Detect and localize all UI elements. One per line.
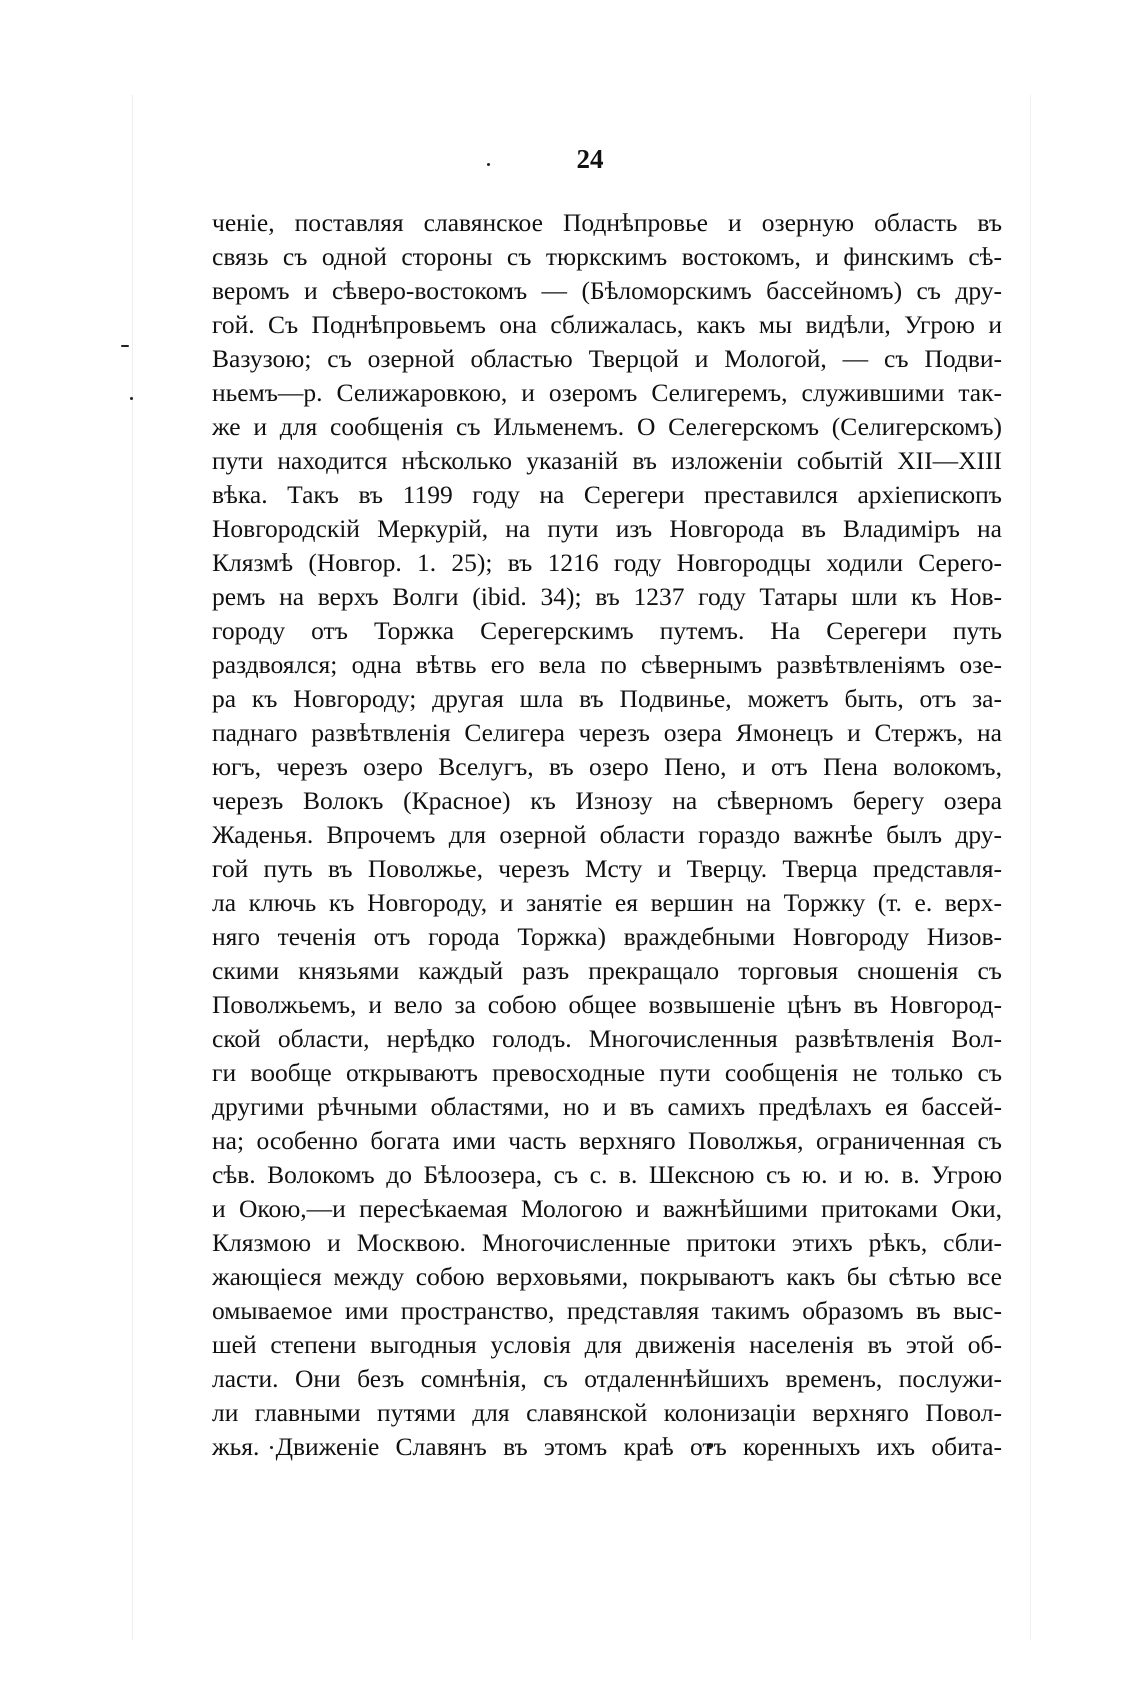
scan-speck: [130, 397, 133, 400]
text-line: Клязмѣ (Новгор. 1. 25); въ 1216 году Новгородцы ходили Серего-: [212, 548, 1002, 577]
scan-speck: [121, 345, 129, 347]
scan-speck: [487, 163, 490, 166]
text-line: гой. Съ Поднѣпровьемъ она сближалась, какъ мы видѣли, Угрою и: [212, 310, 1002, 339]
text-line: ги вообще открываютъ превосходные пути сообщенія не только съ: [212, 1058, 1002, 1087]
text-line: омываемое ими пространство, представляя такимъ образомъ въ выс-: [212, 1296, 1002, 1325]
text-line: Новгородскій Меркурій, на пути изъ Новгорода въ Владиміръ на: [212, 514, 1002, 543]
text-line: на; особенно богата ими часть верхняго Поволжья, ограниченная съ: [212, 1126, 1002, 1155]
text-line: паднаго развѣтвленія Селигера черезъ озера Ямонецъ и Стержъ, на: [212, 718, 1002, 747]
text-line: гой путь въ Поволжье, черезъ Мсту и Тверцу. Тверца представля-: [212, 854, 1002, 883]
text-line: связь съ одной стороны съ тюркскимъ востокомъ, и финскимъ сѣ-: [212, 242, 1002, 271]
text-line: раздвоялся; одна вѣтвь его вела по сѣвернымъ развѣтвленіямъ озе-: [212, 650, 1002, 679]
text-line: жья. Движеніе Славянъ въ этомъ краѣ отъ коренныхъ ихъ обита-: [212, 1432, 1002, 1461]
text-line: жающіеся между собою верховьями, покрываютъ какъ бы сѣтью все: [212, 1262, 1002, 1291]
text-line: ньемъ—р. Селижаровкою, и озеромъ Селигеремъ, служившими так-: [212, 378, 1002, 407]
text-line: шей степени выгодныя условія для движенія населенія въ этой об-: [212, 1330, 1002, 1359]
text-line: ра къ Новгороду; другая шла въ Подвинье, можетъ быть, отъ за-: [212, 684, 1002, 713]
text-line: югъ, черезъ озеро Вселугъ, въ озеро Пено, и отъ Пена волокомъ,: [212, 752, 1002, 781]
text-line: Клязмою и Москвою. Многочисленные притоки этихъ рѣкъ, сбли-: [212, 1228, 1002, 1257]
text-line: Вазузою; съ озерной областью Тверцой и Мологой, — съ Подви-: [212, 344, 1002, 373]
page-number: 24: [576, 144, 604, 174]
text-line: ласти. Они безъ сомнѣнія, съ отдаленнѣйшихъ временъ, послужи-: [212, 1364, 1002, 1393]
text-line: пути находится нѣсколько указаній въ изложеніи событій XII—XIII: [212, 446, 1002, 475]
text-line: другими рѣчными областями, но и въ самихъ предѣлахъ ея бассей-: [212, 1092, 1002, 1121]
text-line: ченіе, поставляя славянское Поднѣпровье и озерную область въ: [212, 208, 1002, 237]
body-text: [212, 206, 1002, 1464]
text-line: веромъ и сѣверо-востокомъ — (Бѣломорскимъ бассейномъ) съ дру-: [212, 276, 1002, 305]
text-line: скими князьями каждый разъ прекращало торговыя сношенія съ: [212, 956, 1002, 985]
text-line: Жаденья. Впрочемъ для озерной области гораздо важнѣе былъ дру-: [212, 820, 1002, 849]
text-line: черезъ Волокъ (Красное) къ Изнозу на сѣверномъ берегу озера: [212, 786, 1002, 815]
text-line: ла ключь къ Новгороду, и занятіе ея вершин на Торжку (т. е. верх-: [212, 888, 1002, 917]
text-line: няго теченія отъ города Торжка) враждебными Новгороду Низов-: [212, 922, 1002, 951]
text-line: вѣка. Такъ въ 1199 году на Серегери преставился архіепископъ: [212, 480, 1002, 509]
text-line: городу отъ Торжка Серегерскимъ путемъ. На Серегери путь: [212, 616, 1002, 645]
text-line: сѣв. Волокомъ до Бѣлоозера, съ с. в. Шексною съ ю. и ю. в. Угрою: [212, 1160, 1002, 1189]
text-line: ли главными путями для славянской колонизаціи верхняго Повол-: [212, 1398, 1002, 1427]
text-line: ремъ на верхъ Волги (ibid. 34); въ 1237 году Татары шли къ Нов-: [212, 582, 1002, 611]
text-line: ской области, нерѣдко голодъ. Многочисленныя развѣтвленія Вол-: [212, 1024, 1002, 1053]
text-line: Поволжьемъ, и вело за собою общее возвышеніе цѣнъ въ Новгород-: [212, 990, 1002, 1019]
text-line: и Окою,—и пересѣкаемая Мологою и важнѣйшими притоками Оки,: [212, 1194, 1002, 1223]
text-line: же и для сообщенія съ Ильменемъ. О Селегерскомъ (Селигерскомъ): [212, 412, 1002, 441]
